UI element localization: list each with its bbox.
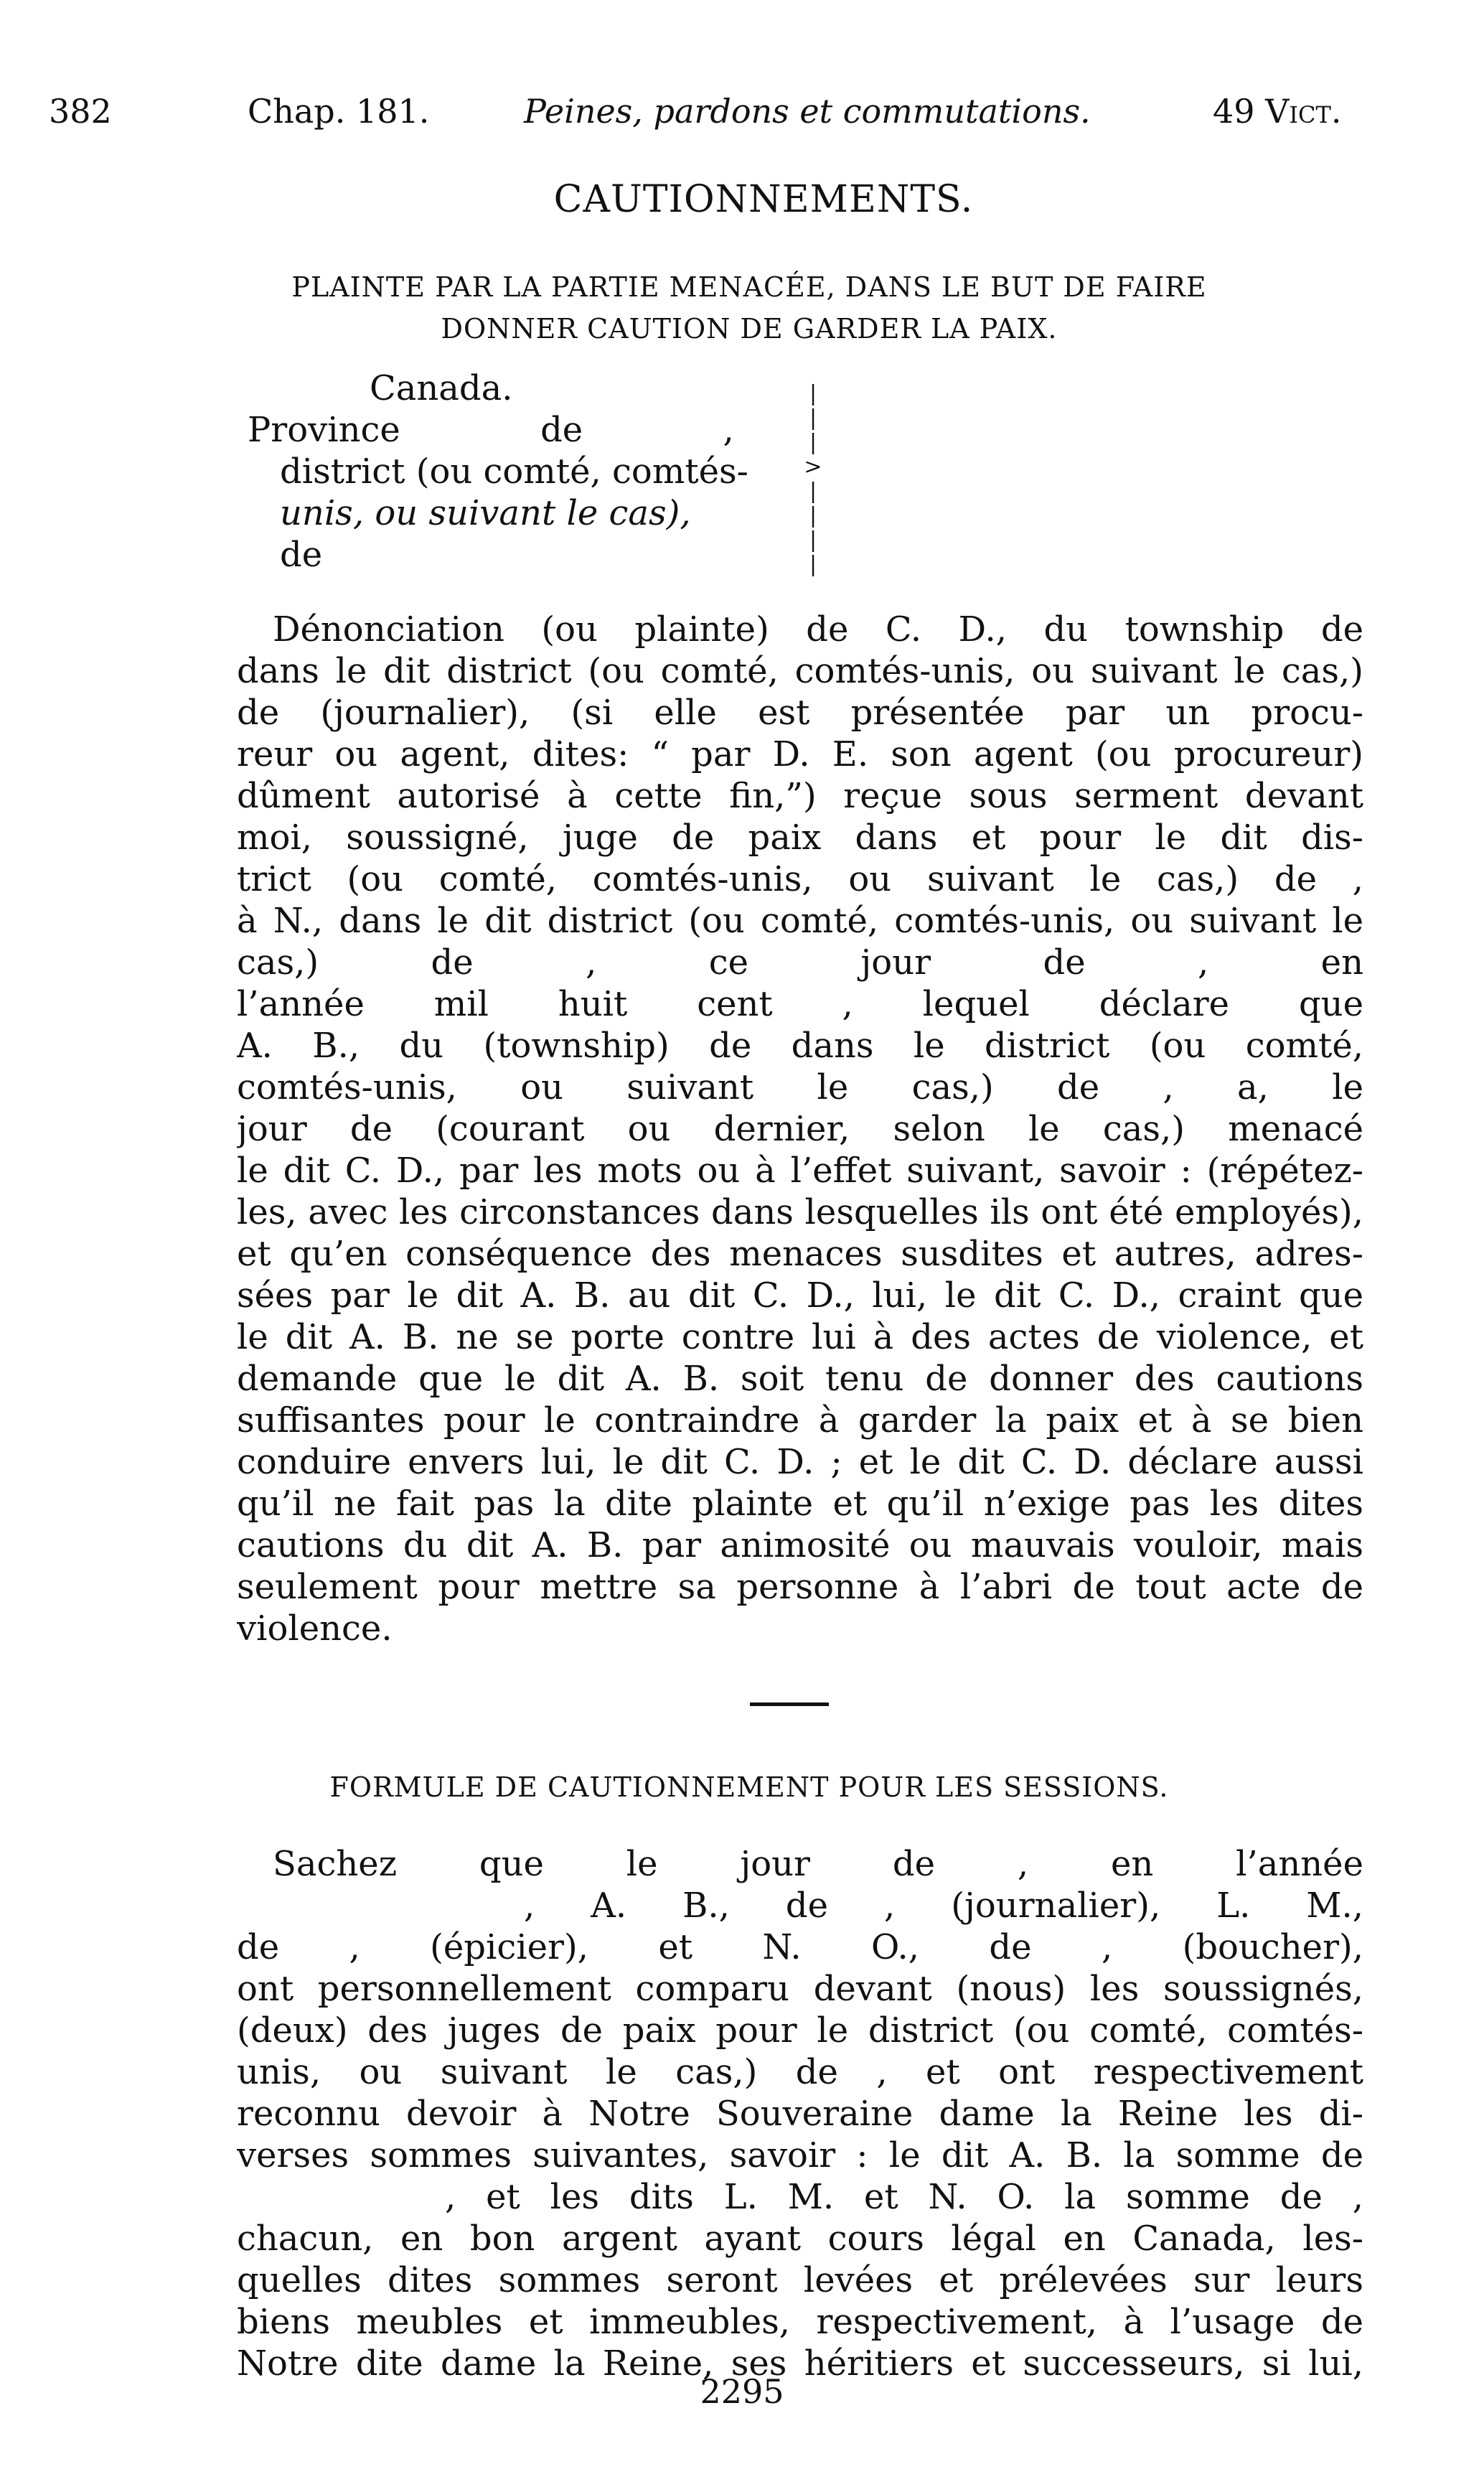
plainte-heading-line-2: DONNER CAUTION DE GARDER LA PAIX. [441, 313, 1058, 345]
plainte-line: cautions du dit A. B. par animosité ou mauvais vouloir, mais [237, 1525, 1363, 1565]
formule-line: reconnu devoir à Notre Souveraine dame la Reine les di- [237, 2094, 1363, 2134]
caption-line: de [280, 535, 323, 575]
plainte-line: à N., dans le dit district (ou comté, comtés-unis, ou suivant le [237, 901, 1363, 941]
caption-line: unis, ou suivant le cas), [280, 493, 691, 533]
plainte-line: de (journalier), (si elle est présentée par un procu- [237, 693, 1363, 733]
page-number: 382 [49, 92, 112, 131]
section-title: CAUTIONNEMENTS. [553, 178, 974, 221]
plainte-heading-line-1: PLAINTE PAR LA PARTIE MENACÉE, DANS LE BUT DE FAIRE [291, 271, 1207, 303]
plainte-line: les, avec les circonstances dans lesquelles ils ont été employés), [237, 1192, 1363, 1232]
plainte-line: moi, soussigné, juge de paix dans et pour le dit dis- [237, 818, 1363, 858]
caption-line: district (ou comté, comtés- [280, 451, 748, 492]
plainte-line: le dit A. B. ne se porte contre lui à des actes de violence, et [237, 1317, 1363, 1357]
plainte-line: Dénonciation (ou plainte) de C. D., du township de [273, 609, 1363, 650]
formule-line: de , (épicier), et N. O., de , (boucher), [237, 1927, 1363, 1967]
formule-line: , et les dits L. M. et N. O. la somme de , [445, 2177, 1363, 2217]
formule-body [237, 1843, 1363, 2384]
plainte-line: le dit C. D., par les mots ou à l’effet suivant, savoir : (répétez- [237, 1151, 1363, 1191]
plainte-line: cas,) de , ce jour de , en [237, 942, 1363, 983]
plainte-line: violence. [237, 1608, 393, 1649]
plainte-line: conduire envers lui, le dit C. D. ; et le dit C. D. déclare aussi [237, 1442, 1363, 1482]
formule-line: , A. B., de , (journalier), L. M., [524, 1886, 1363, 1926]
formule-line: verses sommes suivantes, savoir : le dit A. B. la somme de [237, 2135, 1363, 2175]
plainte-line: dûment autorisé à cette fin,”) reçue sous serment devant [237, 776, 1363, 816]
plainte-line: demande que le dit A. B. soit tenu de donner des cautions [237, 1359, 1363, 1399]
formule-heading: FORMULE DE CAUTIONNEMENT POUR LES SESSIONS. [329, 1771, 1169, 1803]
plainte-line: comtés-unis, ou suivant le cas,) de , a, le [237, 1067, 1363, 1107]
formule-line: chacun, en bon argent ayant cours légal en Canada, les- [237, 2219, 1363, 2259]
folio-number: 2295 [700, 2372, 784, 2411]
plainte-line: et qu’en conséquence des menaces susdites et autres, adres- [237, 1234, 1363, 1274]
plainte-body [237, 609, 1363, 1649]
chapter-label: Chap. 181. [248, 92, 430, 131]
plainte-line: qu’il ne fait pas la dite plainte et qu’il n’exige pas les dites [237, 1484, 1363, 1524]
plainte-line: suffisantes pour le contraindre à garder la paix et à se bien [237, 1400, 1363, 1441]
formule-line: Notre dite dame la Reine, ses héritiers et successeurs, si lui, [237, 2343, 1363, 2384]
formule-line: Sachez que le jour de , en l’année [273, 1844, 1363, 1884]
plainte-line: seulement pour mettre sa personne à l’abri de tout acte de [237, 1567, 1363, 1607]
running-title: Peines, pardons et commutations. [524, 92, 1091, 131]
formule-line: quelles dites sommes seront levées et prélevées sur leurs [237, 2260, 1363, 2300]
formule-line: (deux) des juges de paix pour le district (ou comté, comtés- [237, 2010, 1363, 2051]
plainte-line: trict (ou comté, comtés-unis, ou suivant le cas,) de , [237, 859, 1363, 899]
plainte-line: l’année mil huit cent , lequel déclare que [237, 984, 1363, 1024]
section-divider [750, 1702, 829, 1706]
caption-brace: | | | > | | | | [804, 381, 822, 577]
plainte-line: sées par le dit A. B. au dit C. D., lui, le dit C. D., craint que [237, 1275, 1363, 1316]
caption-block [248, 367, 748, 576]
plainte-line: jour de (courant ou dernier, selon le cas,) menacé [237, 1109, 1363, 1149]
formule-line: biens meubles et immeubles, respectivement, à l’usage de [237, 2302, 1363, 2342]
formule-line: ont personnellement comparu devant (nous) les soussignés, [237, 1969, 1363, 2009]
formule-line: unis, ou suivant le cas,) de , et ont respectivement [237, 2052, 1363, 2092]
plainte-line: reur ou agent, dites: “ par D. E. son agent (ou procureur) [237, 734, 1363, 774]
caption-line: Canada. [370, 368, 513, 408]
plainte-line: A. B., du (township) de dans le district (ou comté, [237, 1026, 1363, 1066]
plainte-line: dans le dit district (ou comté, comtés-unis, ou suivant le cas,) [237, 651, 1363, 691]
year-label: 49 Vict. [1213, 92, 1342, 131]
caption-line: Province de , [248, 410, 734, 450]
